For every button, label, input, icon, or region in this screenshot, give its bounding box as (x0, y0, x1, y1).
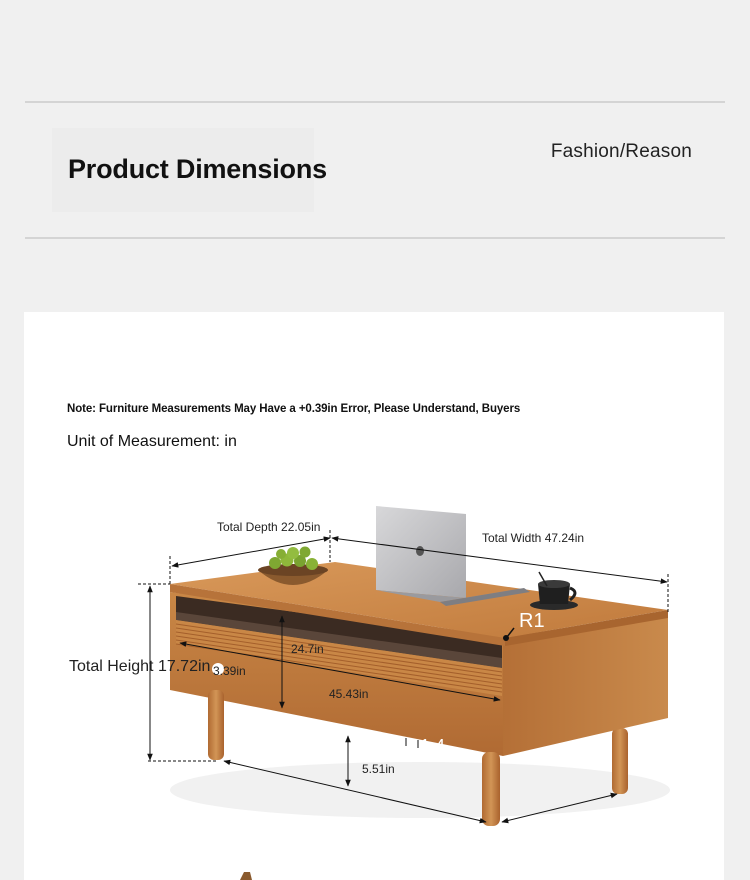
next-image-peek (240, 872, 252, 880)
radius-marker (503, 635, 509, 641)
back-right-leg (612, 728, 628, 794)
radius-label: R1 (519, 610, 545, 632)
width-label: Total Width 47.24in (482, 531, 585, 545)
apple-logo-icon (416, 546, 424, 556)
height-label: Total Height 17.72in (69, 658, 211, 675)
coffee-cup (530, 572, 578, 610)
drawer-width-label: 45.43in (329, 687, 369, 701)
brand-name: Fashion/Reason (550, 141, 692, 162)
drawer-height-label: 24.7in (291, 642, 324, 656)
front-left-leg (208, 690, 224, 760)
measurement-note: Note: Furniture Measurements May Have a +0.39in Error, Please Understand, Buyers (67, 403, 521, 415)
floor-shadow (170, 762, 670, 818)
page-title: Product Dimensions (68, 154, 327, 184)
leg-diameter-label: 1.4 (420, 736, 446, 756)
laptop (376, 506, 530, 606)
unit-label: Unit of Measurement: in (67, 433, 237, 450)
drawer-gap-label: 3.39in (213, 664, 246, 678)
front-right-leg (482, 752, 500, 826)
depth-label: Total Depth 22.05in (217, 520, 321, 534)
leg-height-label: 5.51in (362, 762, 395, 776)
